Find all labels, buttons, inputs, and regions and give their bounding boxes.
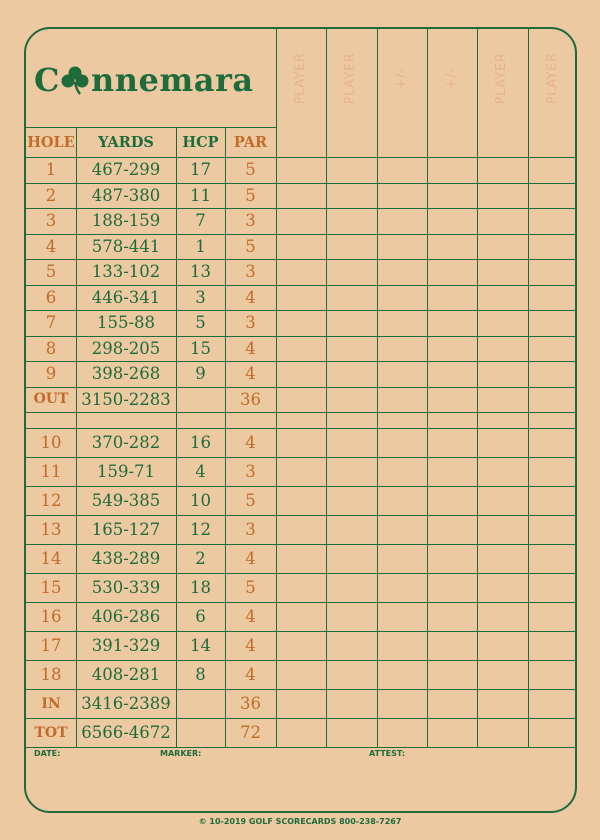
score-entry-cell[interactable]	[427, 573, 477, 602]
par-value: 4	[245, 636, 256, 655]
score-entry-cell[interactable]	[377, 602, 427, 631]
yardage: 165-127	[91, 520, 161, 539]
scorecard	[24, 27, 577, 813]
score-entry-cell[interactable]	[377, 259, 427, 285]
score-entry-cell[interactable]	[427, 157, 477, 183]
score-entry-cell[interactable]	[377, 361, 427, 387]
shamrock-icon	[60, 65, 90, 95]
score-entry-cell[interactable]	[377, 573, 427, 602]
yardage: 370-282	[91, 433, 161, 452]
score-entry-cell[interactable]	[377, 310, 427, 336]
score-entry-cell[interactable]	[326, 689, 377, 718]
score-entry-cell[interactable]	[427, 285, 477, 311]
par-value: 4	[245, 287, 256, 307]
score-entry-cell[interactable]	[477, 544, 528, 573]
par-value: 3	[245, 520, 256, 539]
handicap: 7	[195, 211, 206, 231]
handicap: 3	[195, 287, 206, 307]
score-entry-cell[interactable]	[276, 336, 326, 362]
score-entry-cell[interactable]	[276, 285, 326, 311]
score-entry-cell[interactable]	[377, 457, 427, 486]
score-entry-cell[interactable]	[477, 285, 528, 311]
player-column-label: +/-	[394, 67, 410, 89]
score-entry-cell[interactable]	[528, 285, 577, 311]
score-entry-cell[interactable]	[477, 718, 528, 747]
yardage: 406-286	[91, 607, 161, 626]
score-entry-cell[interactable]	[528, 259, 577, 285]
hole-number: 12	[40, 491, 62, 510]
score-entry-cell[interactable]	[427, 631, 477, 660]
score-entry-cell[interactable]	[528, 660, 577, 689]
score-entry-cell[interactable]	[276, 361, 326, 387]
score-entry-cell[interactable]	[276, 387, 326, 413]
score-entry-cell[interactable]	[326, 208, 377, 234]
par-value: 3	[245, 262, 256, 282]
copyright-notice: © 10-2019 GOLF SCORECARDS 800-238-7267	[198, 817, 402, 826]
score-entry-cell[interactable]	[477, 689, 528, 718]
handicap: 11	[190, 185, 211, 205]
score-entry-cell[interactable]	[477, 602, 528, 631]
hole-number: 5	[45, 262, 57, 282]
hole-number: 15	[40, 578, 62, 597]
attest-label: ATTEST:	[369, 749, 406, 758]
total-label: IN	[41, 695, 61, 712]
score-entry-cell[interactable]	[477, 573, 528, 602]
handicap: 1	[195, 236, 206, 256]
score-entry-cell[interactable]	[427, 718, 477, 747]
hole-number: 14	[40, 549, 62, 568]
par-value: 5	[245, 160, 256, 180]
hole-number: 6	[45, 287, 57, 307]
handicap: 5	[195, 313, 206, 333]
score-entry-cell[interactable]	[326, 457, 377, 486]
par-value: 5	[245, 491, 256, 510]
score-entry-cell[interactable]	[528, 544, 577, 573]
score-entry-cell[interactable]	[427, 428, 477, 457]
score-entry-cell[interactable]	[528, 234, 577, 260]
header-hcp: HCP	[182, 133, 219, 151]
hole-number: 4	[45, 236, 57, 256]
score-entry-cell[interactable]	[326, 183, 377, 209]
score-entry-cell[interactable]	[377, 387, 427, 413]
score-entry-cell[interactable]	[528, 486, 577, 515]
player-column-header	[326, 29, 376, 127]
score-entry-cell[interactable]	[528, 689, 577, 718]
score-entry-cell[interactable]	[377, 486, 427, 515]
score-entry-cell[interactable]	[427, 310, 477, 336]
score-entry-cell[interactable]	[326, 515, 377, 544]
score-entry-cell[interactable]	[326, 660, 377, 689]
score-entry-cell[interactable]	[377, 234, 427, 260]
score-entry-cell[interactable]	[377, 157, 427, 183]
header-yards: YARDS	[98, 133, 154, 151]
player-column-header	[427, 29, 477, 127]
score-entry-cell[interactable]	[326, 428, 377, 457]
par-value: 36	[240, 389, 261, 409]
score-entry-cell[interactable]	[377, 336, 427, 362]
score-entry-cell[interactable]	[427, 361, 477, 387]
score-entry-cell[interactable]	[427, 602, 477, 631]
score-entry-cell[interactable]	[326, 234, 377, 260]
score-entry-cell[interactable]	[528, 718, 577, 747]
score-entry-cell[interactable]	[377, 660, 427, 689]
hole-number: 1	[45, 160, 57, 180]
score-entry-cell[interactable]	[427, 689, 477, 718]
score-entry-cell[interactable]	[276, 718, 326, 747]
total-label: OUT	[33, 391, 69, 408]
score-entry-cell[interactable]	[276, 660, 326, 689]
score-entry-cell[interactable]	[427, 515, 477, 544]
par-value: 5	[245, 236, 256, 256]
handicap: 14	[190, 636, 211, 655]
player-column-label: PLAYER	[293, 52, 309, 104]
score-entry-cell[interactable]	[276, 457, 326, 486]
player-column-label: PLAYER	[545, 52, 561, 104]
par-value: 72	[240, 723, 261, 742]
score-entry-cell[interactable]	[528, 208, 577, 234]
grid-hline	[26, 747, 577, 748]
score-entry-cell[interactable]	[377, 515, 427, 544]
par-value: 3	[245, 462, 256, 481]
yardage: 549-385	[91, 491, 161, 510]
score-entry-cell[interactable]	[427, 208, 477, 234]
score-entry-cell[interactable]	[477, 310, 528, 336]
score-entry-cell[interactable]	[377, 689, 427, 718]
score-entry-cell[interactable]	[326, 285, 377, 311]
yardage: 398-268	[91, 364, 161, 384]
handicap: 15	[190, 338, 211, 358]
yardage: 438-289	[91, 549, 161, 568]
score-entry-cell[interactable]	[326, 602, 377, 631]
course-logo	[34, 57, 274, 103]
score-entry-cell[interactable]	[326, 259, 377, 285]
player-column-header	[276, 29, 326, 127]
score-entry-cell[interactable]	[477, 208, 528, 234]
yardage: 446-341	[91, 287, 161, 307]
hole-number: 3	[45, 211, 57, 231]
grid-hline	[26, 412, 577, 413]
score-entry-cell[interactable]	[276, 544, 326, 573]
score-entry-cell[interactable]	[477, 157, 528, 183]
score-entry-cell[interactable]	[276, 486, 326, 515]
score-entry-cell[interactable]	[377, 718, 427, 747]
score-entry-cell[interactable]	[326, 157, 377, 183]
handicap: 6	[195, 607, 206, 626]
score-entry-cell[interactable]	[427, 234, 477, 260]
score-entry-cell[interactable]	[528, 183, 577, 209]
hole-number: 9	[45, 364, 57, 384]
date-label: DATE:	[34, 749, 61, 758]
score-entry-cell[interactable]	[477, 428, 528, 457]
score-entry-cell[interactable]	[477, 515, 528, 544]
yardage: 6566-4672	[81, 723, 171, 742]
course-name-prefix: C	[34, 61, 60, 99]
total-label: TOT	[34, 724, 68, 741]
score-entry-cell[interactable]	[477, 234, 528, 260]
par-value: 5	[245, 578, 256, 597]
par-value: 4	[245, 665, 256, 684]
yardage: 391-329	[91, 636, 161, 655]
score-entry-cell[interactable]	[276, 515, 326, 544]
par-value: 4	[245, 364, 256, 384]
score-entry-cell[interactable]	[427, 183, 477, 209]
header-hole: HOLE	[27, 133, 75, 151]
score-entry-cell[interactable]	[427, 387, 477, 413]
score-entry-cell[interactable]	[276, 602, 326, 631]
player-column-header	[528, 29, 577, 127]
handicap: 8	[195, 665, 206, 684]
score-entry-cell[interactable]	[528, 336, 577, 362]
player-column-label: +/-	[444, 67, 460, 89]
yardage: 155-88	[96, 313, 156, 333]
score-entry-cell[interactable]	[326, 718, 377, 747]
handicap: 18	[190, 578, 211, 597]
score-entry-cell[interactable]	[427, 486, 477, 515]
score-entry-cell[interactable]	[377, 428, 427, 457]
score-entry-cell[interactable]	[528, 602, 577, 631]
score-entry-cell[interactable]	[528, 428, 577, 457]
score-entry-cell[interactable]	[528, 515, 577, 544]
score-entry-cell[interactable]	[477, 457, 528, 486]
player-column-header	[377, 29, 427, 127]
score-entry-cell[interactable]	[276, 573, 326, 602]
score-entry-cell[interactable]	[276, 310, 326, 336]
score-entry-cell[interactable]	[377, 285, 427, 311]
score-entry-cell[interactable]	[276, 689, 326, 718]
yardage: 159-71	[96, 462, 156, 481]
score-entry-cell[interactable]	[528, 631, 577, 660]
par-value: 4	[245, 433, 256, 452]
score-entry-cell[interactable]	[276, 631, 326, 660]
handicap: 13	[190, 262, 211, 282]
score-entry-cell[interactable]	[477, 361, 528, 387]
score-entry-cell[interactable]	[326, 336, 377, 362]
yardage: 487-380	[91, 185, 161, 205]
score-entry-cell[interactable]	[477, 336, 528, 362]
header-par: PAR	[233, 133, 268, 151]
score-entry-cell[interactable]	[427, 544, 477, 573]
score-entry-cell[interactable]	[326, 486, 377, 515]
hole-number: 10	[40, 433, 62, 452]
score-entry-cell[interactable]	[326, 387, 377, 413]
marker-label: MARKER:	[160, 749, 202, 758]
player-column-label: PLAYER	[343, 52, 359, 104]
score-entry-cell[interactable]	[528, 310, 577, 336]
par-value: 4	[245, 338, 256, 358]
yardage: 3150-2283	[81, 389, 171, 409]
par-value: 5	[245, 185, 256, 205]
par-value: 3	[245, 211, 256, 231]
score-entry-cell[interactable]	[528, 387, 577, 413]
handicap: 2	[195, 549, 206, 568]
hole-number: 18	[40, 665, 62, 684]
score-entry-cell[interactable]	[427, 660, 477, 689]
score-entry-cell[interactable]	[276, 259, 326, 285]
score-entry-cell[interactable]	[326, 310, 377, 336]
hole-number: 11	[40, 462, 62, 481]
score-entry-cell[interactable]	[377, 208, 427, 234]
score-entry-cell[interactable]	[377, 183, 427, 209]
handicap: 12	[190, 520, 211, 539]
hole-number: 13	[40, 520, 62, 539]
score-entry-cell[interactable]	[427, 457, 477, 486]
score-entry-cell[interactable]	[276, 183, 326, 209]
score-entry-cell[interactable]	[477, 631, 528, 660]
yardage: 578-441	[91, 236, 161, 256]
par-value: 3	[245, 313, 256, 333]
player-column-header	[477, 29, 527, 127]
grid-hline	[26, 127, 276, 128]
score-entry-cell[interactable]	[477, 259, 528, 285]
yardage: 298-205	[91, 338, 161, 358]
score-entry-cell[interactable]	[326, 631, 377, 660]
handicap: 10	[190, 491, 211, 510]
score-entry-cell[interactable]	[326, 544, 377, 573]
handicap: 4	[195, 462, 206, 481]
score-entry-cell[interactable]	[477, 183, 528, 209]
score-entry-cell[interactable]	[377, 631, 427, 660]
course-name-suffix: nnemara	[90, 61, 254, 99]
hole-number: 2	[45, 185, 57, 205]
score-entry-cell[interactable]	[477, 387, 528, 413]
score-entry-cell[interactable]	[528, 573, 577, 602]
hole-number: 16	[40, 607, 62, 626]
score-entry-cell[interactable]	[276, 157, 326, 183]
yardage: 188-159	[91, 211, 161, 231]
par-value: 36	[240, 694, 261, 713]
handicap: 16	[190, 433, 211, 452]
score-entry-cell[interactable]	[427, 336, 477, 362]
handicap: 17	[190, 160, 211, 180]
score-entry-cell[interactable]	[528, 457, 577, 486]
score-entry-cell[interactable]	[326, 573, 377, 602]
hole-number: 8	[45, 338, 57, 358]
par-value: 4	[245, 607, 256, 626]
hole-number: 17	[40, 636, 62, 655]
score-entry-cell[interactable]	[477, 486, 528, 515]
score-entry-cell[interactable]	[377, 544, 427, 573]
handicap: 9	[195, 364, 206, 384]
hole-number: 7	[45, 313, 57, 333]
score-entry-cell[interactable]	[427, 259, 477, 285]
player-column-label: PLAYER	[494, 52, 510, 104]
score-entry-cell[interactable]	[477, 660, 528, 689]
yardage: 408-281	[91, 665, 161, 684]
yardage: 467-299	[91, 160, 161, 180]
score-entry-cell[interactable]	[276, 234, 326, 260]
par-value: 4	[245, 549, 256, 568]
score-entry-cell[interactable]	[528, 361, 577, 387]
score-entry-cell[interactable]	[528, 157, 577, 183]
score-entry-cell[interactable]	[326, 361, 377, 387]
score-entry-cell[interactable]	[276, 208, 326, 234]
score-entry-cell[interactable]	[276, 428, 326, 457]
yardage: 530-339	[91, 578, 161, 597]
yardage: 3416-2389	[81, 694, 171, 713]
yardage: 133-102	[91, 262, 161, 282]
